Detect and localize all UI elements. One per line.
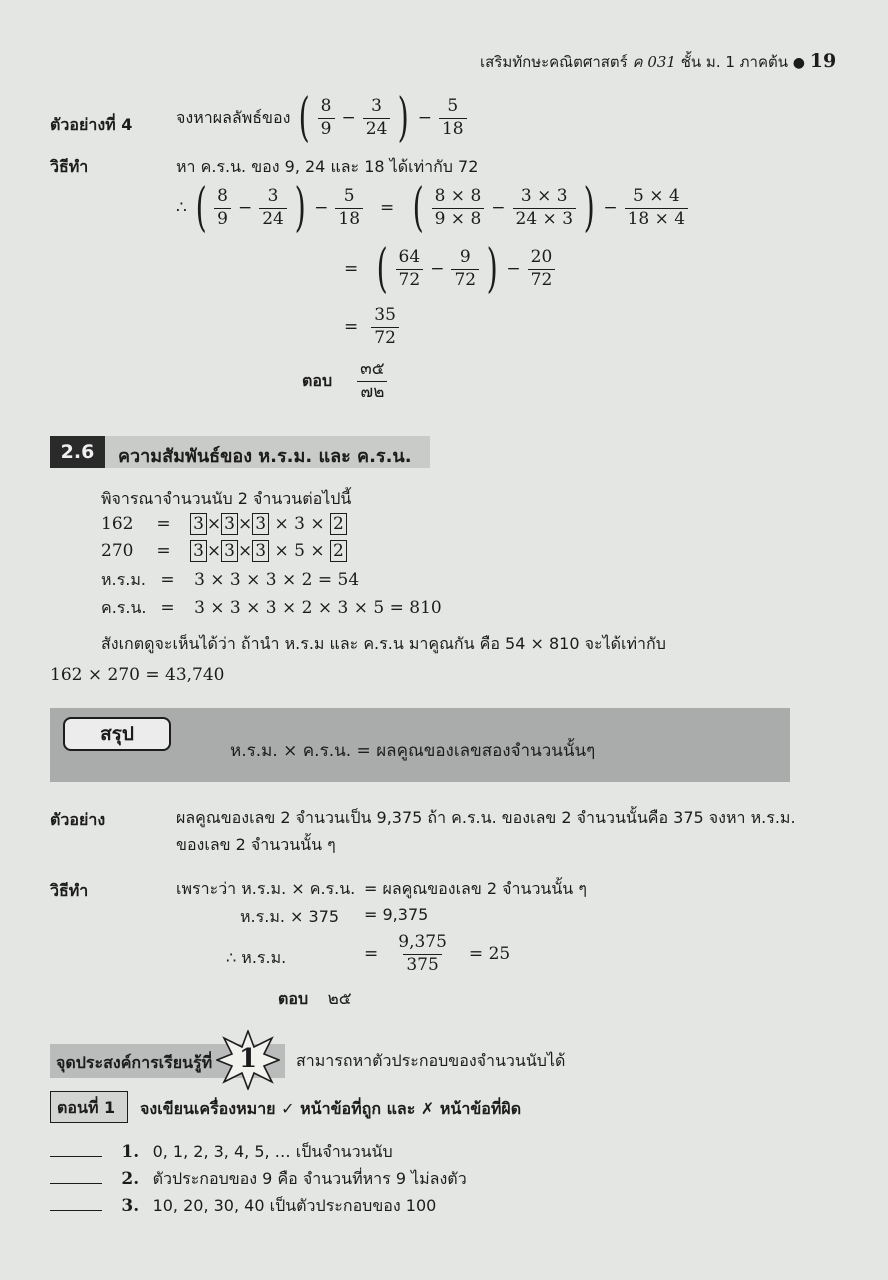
- equation-step2: = ( $\frac{64}{72}$ − $\frac{9}{72}$ ) − $\frac{20}{72}$: [344, 243, 558, 295]
- boxed-factor: 3: [221, 513, 238, 535]
- fraction: $\frac{20}{72}$: [528, 248, 556, 290]
- factor-row-270: 270 = 3 × 3 × 3 × 5 × 2: [101, 540, 347, 562]
- page-number: 19: [809, 50, 837, 72]
- fraction: $\frac{8 \times 8}{9 \times 8}$: [432, 187, 485, 229]
- list-item: 2. ตัวประกอบของ 9 คือ จำนวนที่หาร 9 ไม่ลงตัว: [50, 1167, 467, 1192]
- section-number: 2.6: [50, 436, 105, 468]
- equation-step3: = $\frac{35}{72}$: [344, 306, 402, 348]
- fraction: $\frac{3}{24}$: [259, 187, 287, 229]
- example4-prompt: จงหาผลลัพธ์ของ: [176, 107, 291, 127]
- method-line1-right: = ผลคูณของเลข 2 จำนวนนั้น ๆ: [364, 879, 587, 898]
- part-tag: ตอนที่ 1: [50, 1091, 128, 1123]
- objective-number: 1: [238, 1044, 258, 1074]
- answer-blank[interactable]: [50, 1156, 102, 1157]
- fraction: $\frac{9}{72}$: [451, 248, 479, 290]
- lcm-line: ค.ร.น. = 3 × 3 × 3 × 2 × 3 × 5 = 810: [101, 598, 442, 618]
- boxed-factor: 3: [221, 540, 238, 562]
- fraction: $\frac{8}{9}$: [214, 187, 231, 229]
- objective-label: จุดประสงค์การเรียนรู้ที่: [56, 1053, 213, 1072]
- boxed-factor: 2: [330, 540, 347, 562]
- fraction: $\frac{5}{18}$: [335, 187, 363, 229]
- method-line: หา ค.ร.น. ของ 9, 24 และ 18 ได้เท่ากับ 72: [176, 157, 479, 176]
- fraction: $\frac{35}{72}$: [371, 306, 399, 348]
- observation-text: สังเกตดูจะเห็นได้ว่า ถ้านำ ห.ร.ม และ ค.ร.น มาคูณกัน คือ 54 × 810 จะได้เท่ากับ: [101, 634, 666, 653]
- method-label: วิธีทำ: [50, 157, 89, 176]
- factor-row-162: 162 = 3 × 3 × 3 × 3 × 2: [101, 513, 347, 535]
- fraction: $\frac{3 \times 3}{24 \times 3}$: [513, 187, 577, 229]
- section-heading: [50, 436, 430, 468]
- boxed-factor: 2: [330, 513, 347, 535]
- summary-box: [50, 708, 790, 782]
- boxed-factor: 3: [190, 540, 207, 562]
- boxed-factor: 3: [252, 540, 269, 562]
- boxed-factor: 3: [252, 513, 269, 535]
- method-line2-left: ห.ร.ม. × 375: [240, 907, 340, 926]
- book-title: เสริมทักษะคณิตศาสตร์: [480, 53, 628, 71]
- fraction: $\frac{5}{18}$: [439, 97, 467, 139]
- fraction: $\frac{64}{72}$: [396, 248, 424, 290]
- method-line3-left: ∴ ห.ร.ม.: [226, 948, 287, 967]
- product-text: 162 × 270 = 43,740: [50, 665, 225, 685]
- answer-line: [302, 360, 391, 402]
- objective-text: สามารถหาตัวประกอบของจำนวนนับได้: [296, 1051, 566, 1070]
- example-answer: ตอบ ๒๕: [278, 989, 352, 1009]
- bullet-icon: ●: [792, 55, 806, 71]
- answer-blank[interactable]: [50, 1210, 102, 1211]
- method-line2-right: = 9,375: [364, 905, 429, 924]
- fraction: $\frac{9,375}{375}$: [398, 932, 447, 975]
- part-instruction: จงเขียนเครื่องหมาย ✓ หน้าข้อที่ถูก และ ✗ หน้าข้อที่ผิด: [140, 1099, 522, 1118]
- example4-label: ตัวอย่างที่ 4: [50, 115, 133, 134]
- answer-fraction: $\frac{๓๕}{๗๒}$: [357, 360, 388, 402]
- boxed-factor: 3: [190, 513, 207, 535]
- answer-label: ตอบ: [302, 370, 333, 390]
- method-label: วิธีทำ: [50, 881, 89, 900]
- fraction: $\frac{8}{9}$: [318, 97, 335, 139]
- method-line3-right: = $\frac{9,375}{375}$ = 25: [364, 932, 511, 975]
- factor-intro: พิจารณาจำนวนนับ 2 จำนวนต่อไปนี้: [101, 489, 352, 508]
- example-line2: ของเลข 2 จำนวนนั้น ๆ: [176, 835, 336, 854]
- section-title: ความสัมพันธ์ของ ห.ร.ม. และ ค.ร.น.: [118, 446, 412, 467]
- example-line1: ผลคูณของเลข 2 จำนวนเป็น 9,375 ถ้า ค.ร.น. ของเลข 2 จำนวนนั้นคือ 375 จงหา ห.ร.ม.: [176, 808, 796, 827]
- list-item: 1. 0, 1, 2, 3, 4, 5, … เป็นจำนวนนับ: [50, 1140, 393, 1165]
- answer-blank[interactable]: [50, 1183, 102, 1184]
- summary-tag: สรุป: [63, 717, 171, 751]
- fraction: $\frac{3}{24}$: [363, 97, 391, 139]
- fraction: $\frac{5 \times 4}{18 \times 4}$: [625, 187, 689, 229]
- method-line1-left: เพราะว่า ห.ร.ม. × ค.ร.น.: [176, 879, 356, 898]
- example-label: ตัวอย่าง: [50, 810, 106, 829]
- grade-term: ชั้น ม. 1 ภาคต้น: [680, 53, 789, 71]
- summary-text: ห.ร.ม. × ค.ร.น. = ผลคูณของเลขสองจำนวนนั้นๆ: [230, 741, 596, 761]
- equation-step1: ∴ ( $\frac{8}{9}$ − $\frac{3}{24}$ ) − $\frac{5}{18}$ = ( $\frac{8 \times 8}{9 \times 8}$ − $\frac{3 \times 3}{24 \times 3}$ ) − $\frac{5 \times 4}{18 \times 4}$: [176, 182, 691, 234]
- example4-question: จงหาผลลัพธ์ของ ( $\frac{8}{9}$ − $\frac{3}{24}$ ) − $\frac{5}{18}$: [176, 92, 470, 144]
- page-header: [480, 50, 836, 74]
- list-item: 3. 10, 20, 30, 40 เป็นตัวประกอบของ 100: [50, 1194, 436, 1219]
- course-code: ค 031: [632, 53, 676, 71]
- gcd-line: ห.ร.ม. = 3 × 3 × 3 × 2 = 54: [101, 570, 360, 590]
